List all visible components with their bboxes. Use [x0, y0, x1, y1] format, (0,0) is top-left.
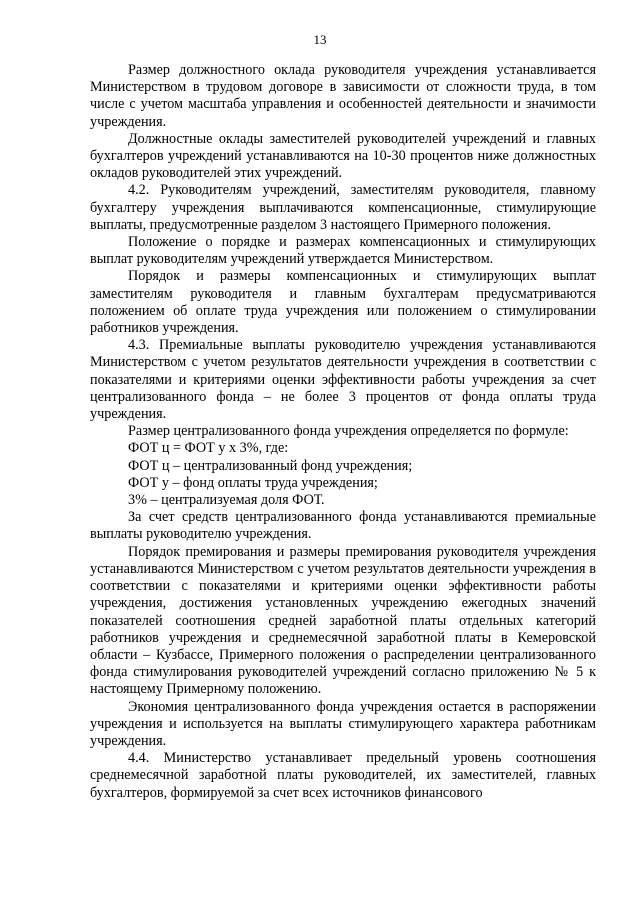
- page-number: 13: [313, 32, 327, 47]
- paragraph-deputy-salaries: Должностные оклады заместителей руководителей учреждений и главных бухгалтеров учреждений устанавливаются на 10-30 процентов ниже должностных окладов руководителей этих учреждений.: [90, 130, 596, 182]
- paragraph-fund-size: Размер централизованного фонда учреждения определяется по формуле:: [128, 423, 569, 440]
- paragraph-deputy-payments: Порядок и размеры компенсационных и стимулирующих выплат заместителям руководителя и главным бухгалтерам предусматриваются положением об оплате труда учреждения или положением о стимулировании работников учреждения.: [90, 268, 596, 337]
- formula-definition-fot-c: ФОТ ц – централизованный фонд учреждения;: [128, 457, 413, 474]
- paragraph-4-2: 4.2. Руководителям учреждений, заместителям руководителя, главному бухгалтеру учреждения выплачиваются компенсационные, стимулирующие выплаты, предусмотренные разделом 3 настоящего Примерного положения.: [90, 182, 596, 233]
- paragraph-bonus-source: За счет средств централизованного фонда устанавливаются премиальные выплаты руководителю учреждения.: [90, 509, 596, 543]
- formula-line: ФОТ ц = ФОТ у х 3%, где:: [128, 440, 289, 457]
- paragraph-fund-savings: Экономия централизованного фонда учреждения остается в распоряжении учреждения и используется на выплаты стимулирующего характера работникам учреждения.: [90, 698, 596, 749]
- formula-definition-percent: 3% – централизуемая доля ФОТ.: [128, 492, 325, 509]
- paragraph-4-4: 4.4. Министерство устанавливает предельный уровень соотношения среднемесячной заработной платы руководителей, их заместителей, главных бухгалтеров, формируемой за счет всех источников финансового: [90, 750, 596, 801]
- paragraph-bonus-procedure: Порядок премирования и размеры премирования руководителя учреждения устанавливаются Министерством с учетом результатов деятельности учреждения в соответствии с показателями и критериями оценки эффективности работы учреждения, достижения установленных учреждению ежегодных значений показателей соотношения средней заработной платы отдельных категорий работников учреждения и среднемесячной заработной платы в Кемеровской области – Кузбассе, Примерного положения о распределении централизованного фонда стимулирования руководителей учреждений согласно приложению № 5 к настоящему Примерному положению.: [90, 543, 596, 698]
- document-body: [90, 62, 596, 802]
- paragraph-head-salary: Размер должностного оклада руководителя учреждения устанавливается Министерством в трудовом договоре в зависимости от сложности труда, в том числе с учетом масштаба управления и особенностей деятельности и значимости учреждения.: [90, 62, 596, 130]
- paragraph-payment-regulation: Положение о порядке и размерах компенсационных и стимулирующих выплат руководителям учреждений утверждается Министерством.: [90, 234, 596, 268]
- paragraph-4-3: 4.3. Премиальные выплаты руководителю учреждения устанавливаются Министерством с учетом результатов деятельности учреждения в соответствии с показателями и критериями оценки эффективности работы учреждения за счет централизованного фонда – не более 3 процентов от фонда оплаты труда учреждения.: [90, 337, 596, 423]
- formula-definition-fot-u: ФОТ у – фонд оплаты труда учреждения;: [128, 474, 378, 491]
